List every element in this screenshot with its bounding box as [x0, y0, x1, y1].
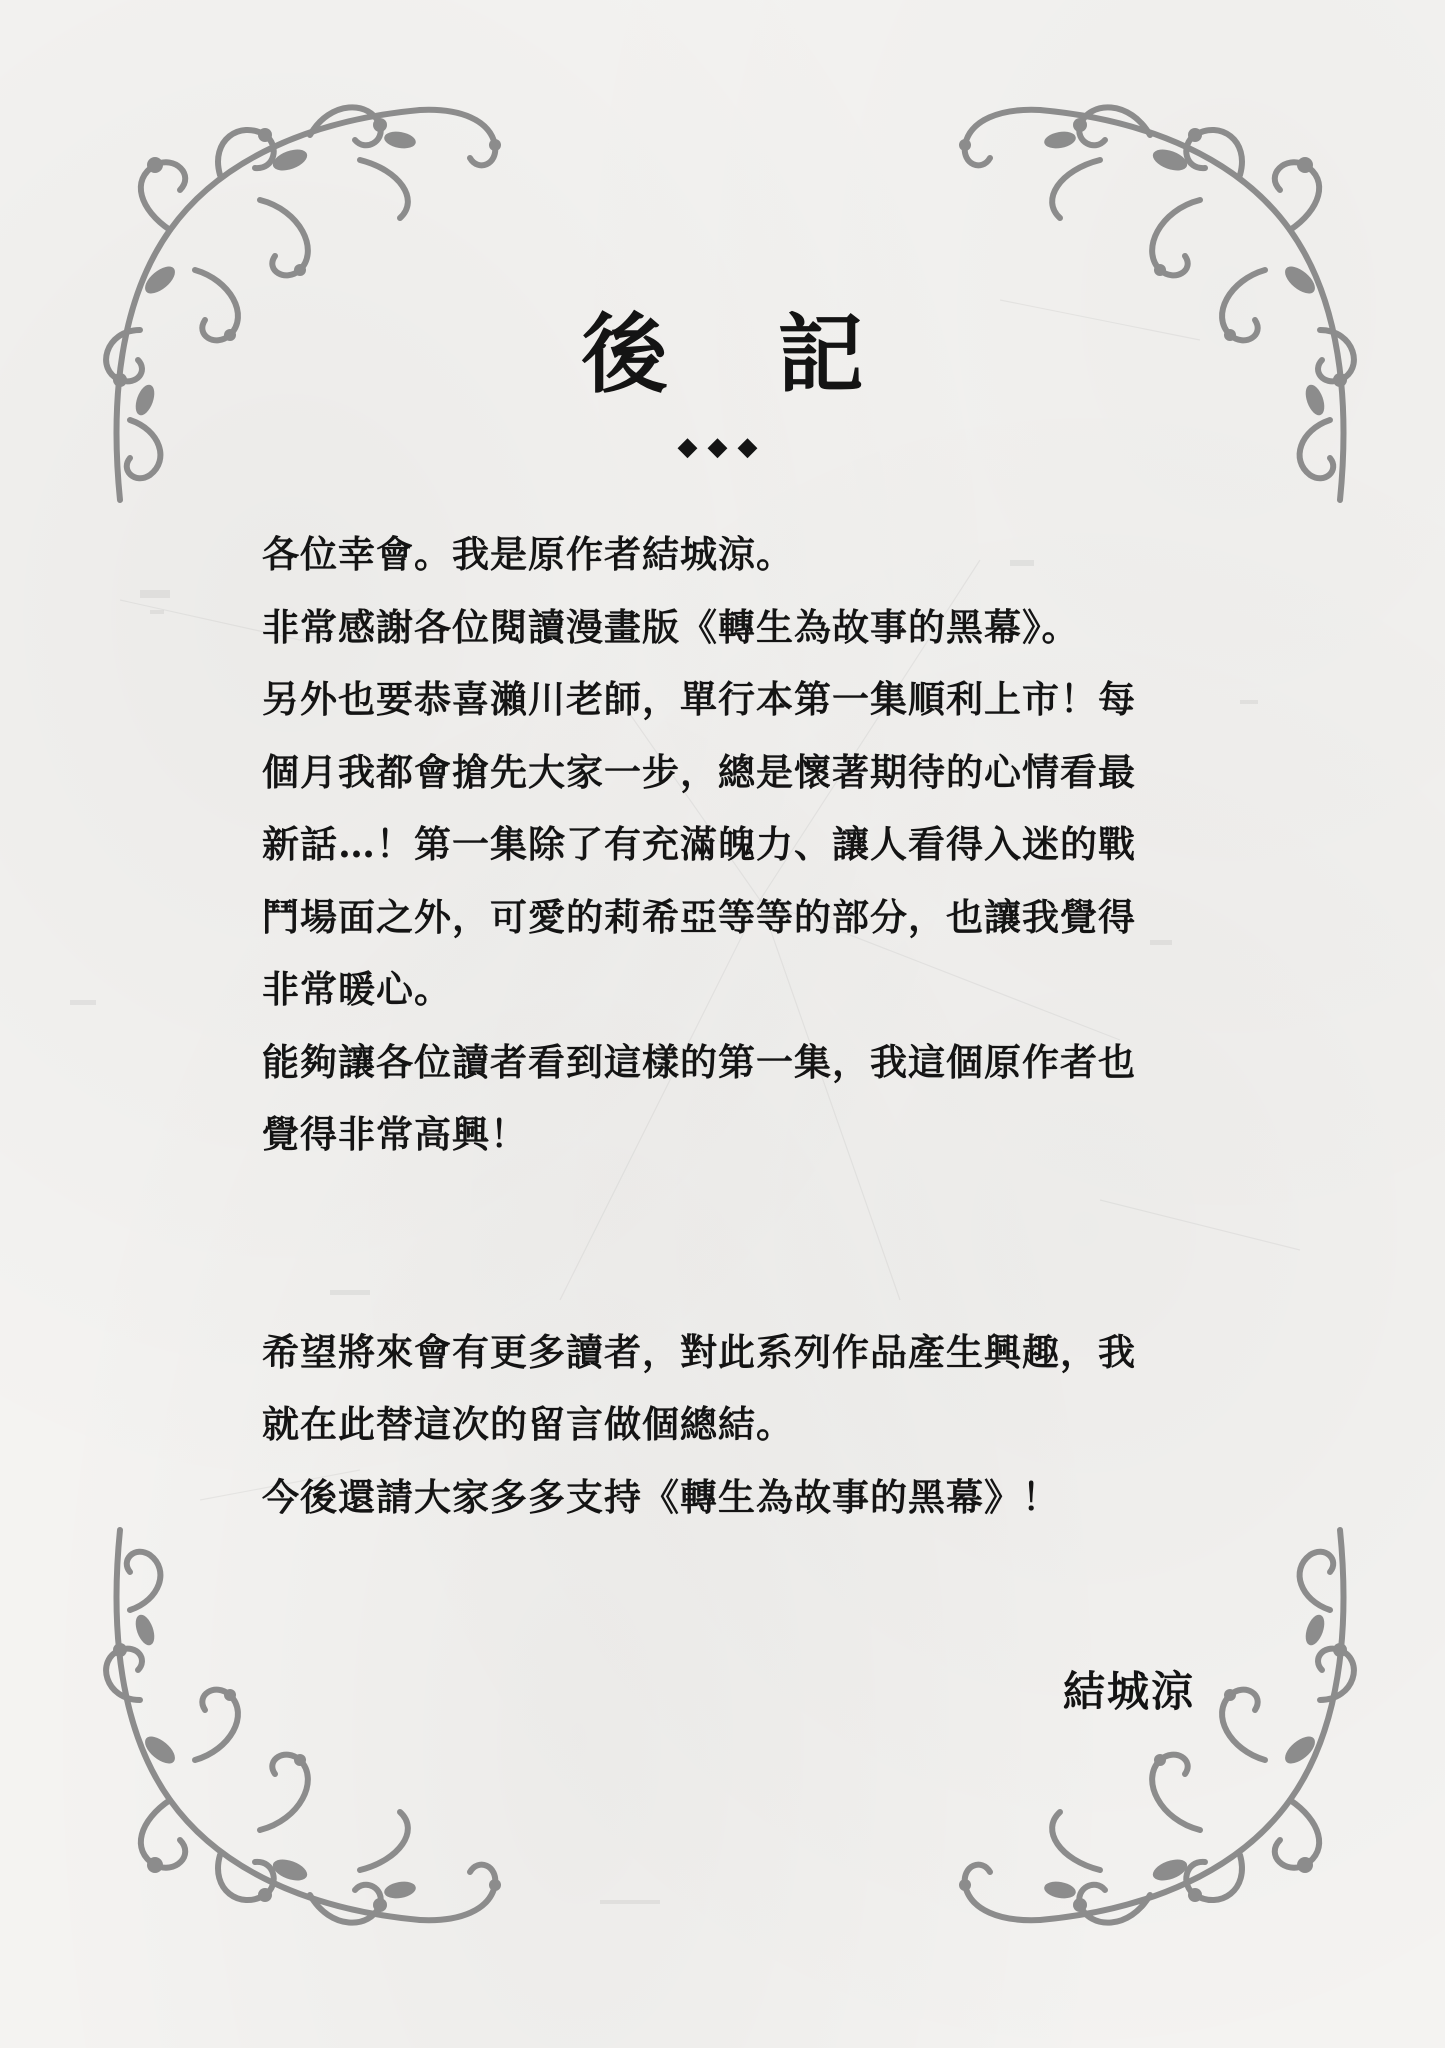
paragraph-1-line-7: 非常暖心。	[262, 967, 452, 1011]
corner-ornament-bottom-left	[100, 1480, 570, 1950]
paragraph-1-line-6: 鬥場面之外，可愛的莉希亞等等的部分，也讓我覺得	[262, 894, 1136, 939]
paragraph-2-line-2: 就在此替這次的留言做個總結。	[262, 1402, 794, 1446]
paragraph-gap	[262, 1171, 1202, 1316]
paragraph-1-line-8: 能夠讓各位讀者看到這樣的第一集，我這個原作者也	[262, 1039, 1136, 1084]
paragraph-1-line-2: 非常感謝各位閱讀漫畫版《轉生為故事的黑幕》。	[262, 604, 1080, 649]
author-signature: 結城涼	[1062, 1667, 1195, 1716]
title-divider-diamonds: ◆◆◆	[677, 432, 768, 462]
paragraph-2-line-3: 今後還請大家多多支持《轉生為故事的黑幕》！	[262, 1474, 1060, 1519]
paragraph-2-line-1: 希望將來會有更多讀者，對此系列作品產生興趣，我	[262, 1329, 1136, 1374]
paragraph-1-line-3: 另外也要恭喜瀨川老師，單行本第一集順利上市！每	[262, 677, 1136, 721]
paragraph-1-line-5: 新話…！第一集除了有充滿魄力、讓人看得入迷的戰	[262, 822, 1136, 866]
page-title: 後 記	[581, 304, 904, 405]
paragraph-1-line-4: 個月我都會搶先大家一步，總是懷著期待的心情看最	[262, 749, 1136, 794]
paragraph-1-line-9: 覺得非常高興！	[262, 1112, 528, 1156]
paragraph-1-line-1: 各位幸會。我是原作者結城涼。	[262, 532, 794, 576]
afterword-body	[262, 518, 1202, 1533]
